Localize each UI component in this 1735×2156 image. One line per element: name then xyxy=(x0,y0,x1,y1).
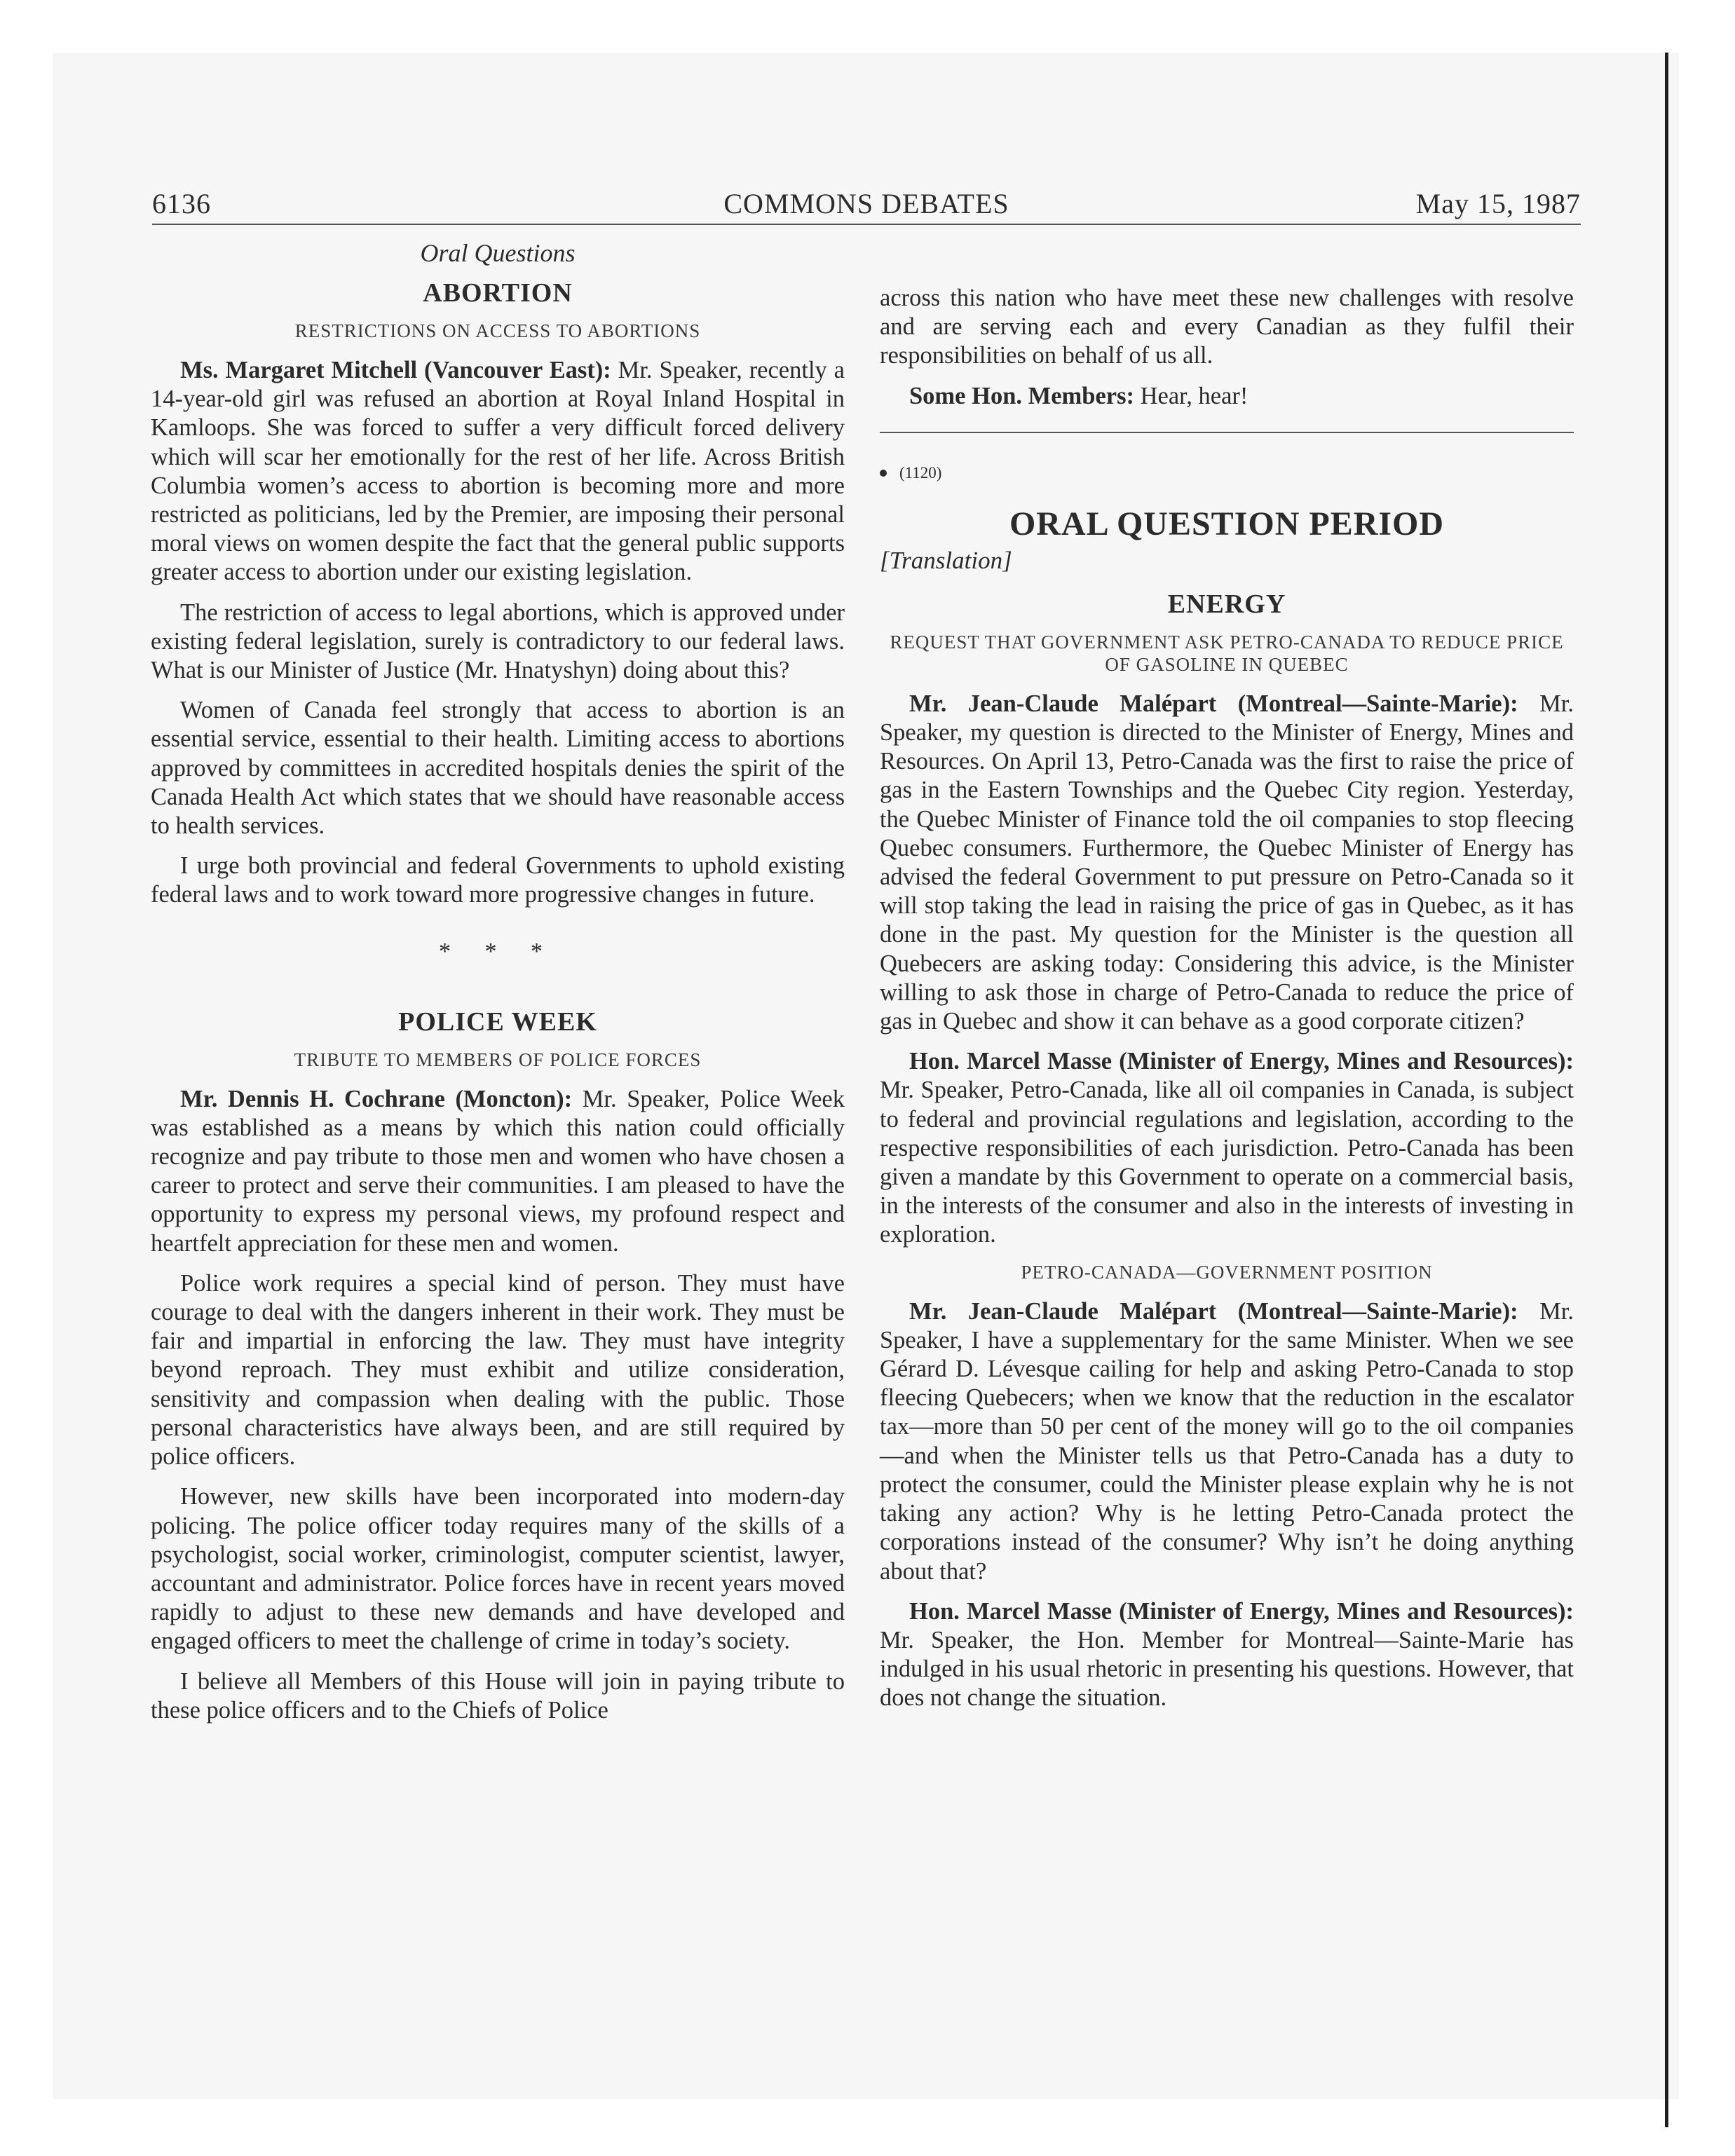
speaker-name: Hon. Marcel Masse (Minister of Energy, Mines and Resources): xyxy=(909,1048,1574,1075)
section-caption: Oral Questions xyxy=(420,239,576,267)
answer-1 xyxy=(880,1047,1574,1249)
continued-paragraph: across this nation who have meet these new challenges with resolve and are serving each and every Canadian as they fulfil their responsibilities on behalf of us all. xyxy=(880,285,1574,369)
running-header xyxy=(152,184,1581,225)
page-number: 6136 xyxy=(152,188,211,219)
question-2 xyxy=(880,1297,1574,1586)
police-week-speech xyxy=(151,1085,845,1258)
police-week-paragraph-3: However, new skills have been incorporated into modern-day policing. The police officer today requires many of the skills of a psychologist, social worker, criminologist, computer scientist, lawyer, accountant and administrator. Police forces have in recent years moved rapidly to adjust to these new demands and have developed and engaged officers to meet the challenge of crime in today’s society. xyxy=(151,1483,845,1655)
interjection-text: Hear, hear! xyxy=(1134,382,1248,409)
abortion-paragraph-3: Women of Canada feel strongly that access to abortion is an essential service, essential to their health. Limiting access to abortions approved by committees in accredited hospitals denies the spirit of the Canada Health Act which states that we should have reasonable access to health services. xyxy=(151,697,845,840)
speech-text: Mr. Speaker, my question is directed to the Minister of Energy, Mines and Resources. On April 13, Petro-Canada was the first to raise the price of gas in the Eastern Townships and the Quebec City region. Yesterday, the Quebec Minister of Finance told the oil companies to stop fleecing Quebec consumers. Furthermore, the Quebec Minister of Energy has advised the federal Government to put pressure on Petro-Canada so it will stop taking the lead in raising the price of gas in Quebec, as it has done in the past. My question for the Minister is the question all Quebecers are asking today: Considering this advice, is the Minister willing to ask those in charge of Petro-Canada to reduce the price of gas in Quebec and show it can behave as a good corporate citizen? xyxy=(880,690,1574,1035)
timestamp-marker xyxy=(880,463,1574,484)
left-column xyxy=(151,238,845,1736)
abortion-heading: ABORTION xyxy=(423,278,573,308)
speech-text: Mr. Speaker, I have a supplementary for the same Minister. When we see Gérard D. Lévesque cailing for help and asking Petro-Canada to stop fleecing Quebecers; when we know that the reduction in the escalator tax—more than 50 per cent of the money will go to the oil companies—and when the Minister tells us that Petro-Canada has a duty to protect the consumer, could the Minister please explain why he is not taking any action? Why is he letting Petro-Canada protect the corporations instead of the consumer? Why isn’t he doing anything about that? xyxy=(880,1297,1574,1585)
timestamp: (1120) xyxy=(899,463,942,482)
publication-title: COMMONS DEBATES xyxy=(723,188,1009,219)
energy-subheading: REQUEST THAT GOVERNMENT ASK PETRO-CANADA TO REDUCE PRICE OF GASOLINE IN QUEBEC xyxy=(890,631,1564,675)
right-column xyxy=(880,284,1574,1724)
police-week-paragraph-2: Police work requires a special kind of person. They must have courage to deal with the dangers inherent in their work. They must be fair and impartial in enforcing the law. They must have integrity beyond reproach. They must exhibit and utilize consideration, sensitivity and compassion when dealing with the public. Those personal characteristics have always been, and are still required by police officers. xyxy=(151,1269,845,1471)
section-separator: * * * xyxy=(439,938,557,964)
police-week-heading: POLICE WEEK xyxy=(398,1007,597,1037)
answer-2 xyxy=(880,1597,1574,1713)
abortion-paragraph-2: The restriction of access to legal abortions, which is approved under existing federal legislation, surely is contradictory to our federal laws. What is our Minister of Justice (Mr. Hnatyshyn) doing about this? xyxy=(151,599,845,684)
energy-heading: ENERGY xyxy=(1167,589,1286,619)
speaker-name: Mr. Dennis H. Cochrane (Moncton): xyxy=(180,1085,573,1112)
speech-text: Mr. Speaker, the Hon. Member for Montreal—Sainte-Marie has indulged in his usual rhetoric in presenting his questions. However, that does not change the situation. xyxy=(880,1626,1574,1712)
scan-edge xyxy=(1665,53,1668,2127)
police-week-subheading: TRIBUTE TO MEMBERS OF POLICE FORCES xyxy=(294,1049,702,1070)
section-divider xyxy=(880,432,1574,433)
petro-canada-subheading: PETRO-CANADA—GOVERNMENT POSITION xyxy=(1021,1261,1433,1283)
speaker-name: Mr. Jean-Claude Malépart (Montreal—Sainte-Marie): xyxy=(909,690,1518,717)
question-1 xyxy=(880,690,1574,1036)
speech-text: Mr. Speaker, Petro-Canada, like all oil companies in Canada, is subject to federal and provincial regulations and legislation, according to the respective responsibilities of each jurisdiction. Petro-Canada has been given a mandate by this Government to operate on a commercial basis, in the interests of the consumer and also in the interests of investing in exploration. xyxy=(880,1077,1574,1248)
main-heading: ORAL QUESTION PERIOD xyxy=(1009,505,1445,543)
translation-note: [Translation] xyxy=(880,546,1012,574)
police-week-paragraph-4: I believe all Members of this House will join in paying tribute to these police officers and to the Chiefs of Police xyxy=(151,1667,845,1724)
speech-text: Mr. Speaker, recently a 14-year-old girl was refused an abortion at Royal Inland Hospital in Kamloops. She was forced to suffer a very difficult forced delivery which will scar her emotionally for the rest of her life. Across British Columbia women’s access to abortion is becoming more and more restricted as politicians, led by the Premier, are imposing their personal moral views on women despite the fact that the general public supports greater access to abortion under our existing legislation. xyxy=(151,357,845,586)
speech-text: Mr. Speaker, Police Week was established as a means by which this nation could officially recognize and pay tribute to those men and women who have chosen a career to protect and serve their communities. I am pleased to have the opportunity to express my personal views, my profound respect and heartfelt appreciation for these men and women. xyxy=(151,1085,845,1257)
abortion-paragraph-4: I urge both provincial and federal Governments to uphold existing federal laws and to work toward more progressive changes in future. xyxy=(151,852,845,908)
interjection-speaker: Some Hon. Members: xyxy=(909,382,1134,409)
bullet-icon xyxy=(880,470,887,477)
interjection xyxy=(880,382,1574,411)
speaker-name: Hon. Marcel Masse (Minister of Energy, Mines and Resources): xyxy=(909,1597,1574,1625)
publication-date: May 15, 1987 xyxy=(1415,188,1581,219)
speaker-name: Mr. Jean-Claude Malépart (Montreal—Sainte-Marie): xyxy=(909,1297,1518,1325)
abortion-subheading: RESTRICTIONS ON ACCESS TO ABORTIONS xyxy=(294,320,701,341)
abortion-speech xyxy=(151,356,845,587)
speaker-name: Ms. Margaret Mitchell (Vancouver East): xyxy=(180,357,611,383)
